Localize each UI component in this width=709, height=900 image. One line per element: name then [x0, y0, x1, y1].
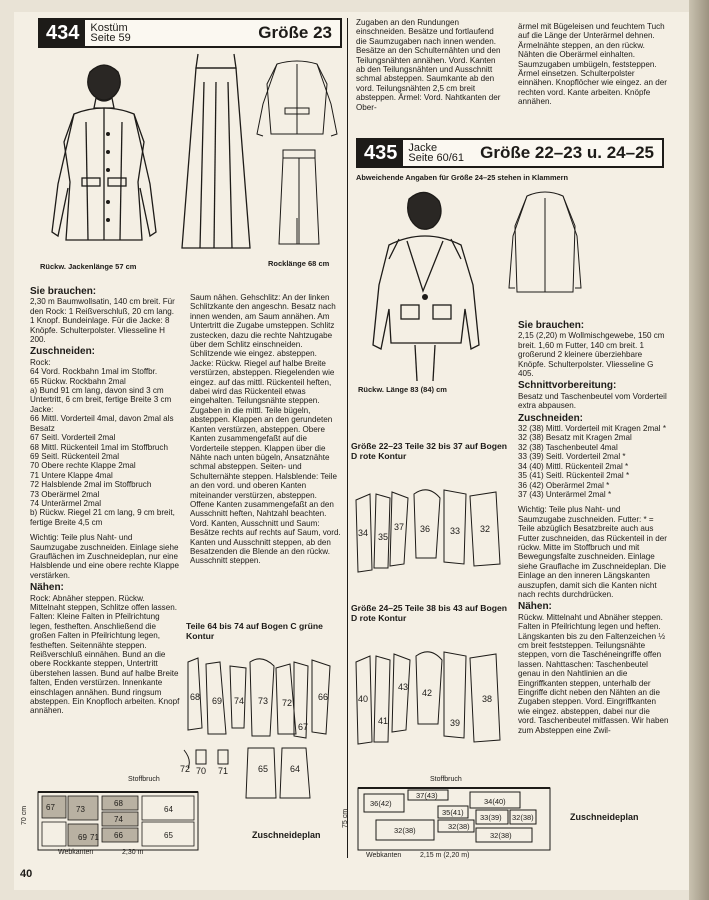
cut-line: 66 Mittl. Vorderteil 4mal, davon 2mal als Besatz	[30, 414, 174, 433]
column-3-top	[356, 18, 506, 115]
cut-list	[518, 424, 670, 499]
model-number: 434	[40, 20, 85, 46]
cut-line: 73 Oberärmel 2mal	[30, 489, 100, 499]
plan-piece: 34(40)	[484, 797, 506, 806]
svg-text:69: 69	[212, 696, 223, 706]
plan-piece: 32(38)	[448, 822, 470, 831]
naehen-text: Rückw. Mittelnaht und Abnäher steppen. Falten in Pfeilrichtung legen und heften. Längskanten bis zu den Faltenzeichen ½ cm breit feststeppen. Teilungsnähte steppen, vorn die Taschéneingriffe offen lassen. Nahttaschen: Taschenbeutel genau in den Nahtlinien an die Eingriffkanten steppen, unterhalb der Eingriffe dicht neben den Nähten an die Zugaben steppen. Vord. Eingriffkanten wie eingez. absteppen, dabei nur die vord. Taschenbeutel mitfassen. Wir haben zum Absteppen eine Zwil-	[518, 612, 669, 735]
svg-text:66: 66	[318, 692, 329, 702]
wichtig-text: Wichtig: Teile plus Naht- und Saumzugabe zuschneiden. Einlage siehe Grauflächen im Zuschneideplan, nur eine Halsblende und eine obere rechte Klappe verstärken.	[30, 533, 179, 580]
jacket-435-flat-sketch	[505, 190, 585, 300]
cutting-plan-435	[350, 780, 555, 860]
column-434-left	[30, 284, 180, 719]
svg-text:69: 69	[78, 833, 87, 842]
model-title: Kostüm	[90, 22, 128, 34]
svg-text:39: 39	[450, 718, 461, 728]
model-ref: Seite 59	[90, 32, 131, 44]
svg-text:38: 38	[482, 694, 493, 704]
model-size: Größe 22–23 u. 24–25	[480, 143, 654, 162]
model-ref: Seite 60/61	[408, 152, 465, 164]
svg-text:70: 70	[196, 766, 207, 776]
pattern-title-size-22-23: Größe 22–23 Teile 32 bis 37 auf Bogen D rote Kontur	[351, 441, 508, 461]
cut-list	[30, 358, 180, 527]
cut-line: 74 Unterärmel 2mal	[30, 498, 102, 508]
header-435	[356, 138, 664, 168]
plan-piece: 37(43)	[416, 791, 438, 800]
cut-line: Jacke:	[30, 404, 54, 414]
need-text: 2,30 m Baumwollsatin, 140 cm breit. Für den Rock: 1 Reißverschluß, 20 cm lang. 1 Knopf. Bundeinlage. Für die Jacke: 8 Knöpfe. Schulterpolster. Vliesseline H 200.	[30, 297, 175, 345]
svg-text:40: 40	[358, 694, 369, 704]
cut-line: a) Bund 91 cm lang, davon sind 3 cm Untertritt, 6 cm breit, fertige Breite 3 cm	[30, 386, 172, 405]
naehen-heading: Nähen:	[30, 582, 64, 594]
naehen-text: Rock: Abnäher steppen. Rückw. Mittelnaht steppen, Schlitze offen lassen. Falten: Kleine Falten in Pfeilrichtung legen, festheften. Anschließend die großen Falten in Pfeilrichtung legen, festheften. Seitennähte steppen. Reißverschluß einnähen. Bund an die obere Rockkante steppen, Untertritt überstehen lassen. Bund auf halbe Breite falten, Enden verstürzen. Innenkante einschlagen annähen. Bund ringsum absteppen. Ein Knopfloch arbeiten. Knopf annähen.	[30, 593, 180, 716]
cut-line: 64 Vord. Rockbahn 1mal im Stoffbr.	[30, 367, 158, 377]
model-size: Größe 23	[258, 23, 332, 42]
cut-line: Rock:	[30, 357, 51, 367]
plan-piece: 32(38)	[394, 826, 416, 835]
cut-line: 35 (41) Seitl. Rückenteil 2mal *	[518, 471, 630, 481]
column-4-top	[518, 22, 670, 110]
cut-line: 32 (38) Taschenbeutel 4mal	[518, 442, 618, 452]
svg-text:33: 33	[450, 526, 461, 536]
cut-heading: Zuschneiden:	[30, 346, 96, 358]
svg-text:68: 68	[190, 692, 201, 702]
svg-text:64: 64	[164, 805, 173, 814]
page-number: 40	[20, 868, 33, 880]
svg-text:36: 36	[420, 524, 431, 534]
svg-text:35: 35	[378, 532, 389, 542]
plan-fold-434: Stoffbruch	[128, 776, 160, 783]
plan-label-435: Zuschneideplan	[570, 812, 639, 822]
plan-width-434: 2,30 m	[122, 849, 144, 856]
cut-line: 33 (39) Seitl. Vorderteil 2mal *	[518, 452, 626, 462]
caption-skirt-length: Rocklänge 68 cm	[268, 259, 330, 268]
need-text: 2,15 (2,20) m Wollmischgewebe, 150 cm breit. 1,60 m Futter, 140 cm breit. 1 großerund 2 kleinere überziehbare Knöpfe. Schulterpolster. Vliesseline G 405.	[518, 331, 665, 379]
svg-text:72: 72	[180, 764, 191, 774]
plan-selvage-434: Webkanten	[58, 849, 94, 856]
svg-text:74: 74	[234, 696, 245, 706]
caption-435-length: Rückw. Länge 83 (84) cm	[358, 385, 447, 394]
svg-text:43: 43	[398, 682, 409, 692]
jacket-435-illustration	[355, 185, 495, 385]
svg-text:74: 74	[114, 815, 123, 824]
prep-heading: Schnittvorbereitung:	[518, 380, 617, 392]
plan-piece: 35(41)	[442, 808, 464, 817]
caption-jacket-length: Rückw. Jackenlänge 57 cm	[40, 262, 137, 271]
svg-text:65: 65	[164, 831, 173, 840]
svg-text:73: 73	[76, 805, 85, 814]
jacket-flat-sketch	[255, 60, 339, 140]
svg-text:37: 37	[394, 522, 405, 532]
cut-line: 37 (43) Unterärmel 2mal *	[518, 489, 612, 499]
plan-height-434: 70 cm	[21, 805, 29, 826]
svg-text:66: 66	[114, 831, 123, 840]
model-number: 435	[358, 140, 403, 166]
skirt-illustration	[176, 52, 256, 257]
prep-text: Besatz und Taschenbeutel vom Vorderteil extra abpausen.	[518, 391, 667, 411]
svg-text:65: 65	[258, 764, 269, 774]
plan-piece: 32(38)	[512, 813, 534, 822]
cut-line: 67 Seitl. Vorderteil 2mal	[30, 433, 116, 443]
need-heading: Sie brauchen:	[518, 320, 585, 331]
svg-text:67: 67	[46, 803, 55, 812]
header-434	[38, 18, 342, 48]
jacket-illustration	[34, 52, 174, 257]
plan-piece: 32(38)	[490, 831, 512, 840]
svg-text:73: 73	[258, 696, 269, 706]
wichtig-text: Wichtig: Teile plus Naht- und Saumzugabe zuschneiden. Futter: * = Teile abzüglich Besatzbreite auch aus Futter zuschneiden, das Rückenteil in der rückw. Mitte im Stoffbruch und mit Bewegungsfalte zuschneiden. Einlage siehe Grauflache im Zuschneideplan. Die Einlage an den inneren Längskanten auszupfen, damit sich die Kanten nicht nach rechts durchdrücken.	[518, 505, 667, 599]
cut-heading: Zuschneiden:	[518, 412, 584, 424]
subtitle-435: Abweichende Angaben für Größe 24–25 stehen in Klammern	[356, 173, 569, 182]
continued-text-2: ärmel mit Bügeleisen und feuchtem Tuch auf die Länge der Unterärmel dehnen. Ärmelnähte steppen, an den rückw. Nähten die Oberärmel einhalten. Saumzugaben umbügeln, feststeppen. Ärmel einsetzen. Schulterpolster einnähen. Knopflöcher wie eingez. an der rechten vord. Kante arbeiten. Knöpfe annähen.	[518, 22, 667, 107]
column-434-right	[190, 293, 342, 569]
cut-line: 70 Obere rechte Klappe 2mal	[30, 461, 136, 471]
svg-text:68: 68	[114, 799, 123, 808]
svg-text:42: 42	[422, 688, 433, 698]
cut-line: 68 Mittl. Rückenteil 1mal im Stoffbruch	[30, 442, 168, 452]
plan-fold-435: Stoffbruch	[430, 776, 462, 783]
model-title: Jacke	[408, 142, 438, 154]
continued-text: Zugaben an den Rundungen einschneiden. Besätze und fortlaufend die Saumzugaben nach innen wenden. Besätze an den Schulternähten und den Teilungsnähten annähen. Vord. Kanten ab den Teilungsnähten und Ausschnitt schmal absteppen. Saumkante ab den vord. Teilungsnähten 2,5 cm breit absteppen. Ärmel: Vord. Nahtkanten der Ober-	[356, 18, 501, 112]
naehen-heading: Nähen:	[518, 601, 552, 613]
cut-line: 72 Halsblende 2mal im Stoffbruch	[30, 480, 152, 490]
skirt-flat-sketch	[275, 148, 323, 248]
cut-line: 65 Rückw. Rockbahn 2mal	[30, 376, 126, 386]
column-435-right	[518, 318, 670, 738]
pattern-pieces-22-23	[350, 480, 510, 580]
pattern-title-size-24-25: Größe 24–25 Teile 38 bis 43 auf Bogen D rote Kontur	[351, 603, 508, 623]
svg-text:34: 34	[358, 528, 369, 538]
cut-line: 32 (38) Besatz mit Kragen 2mal	[518, 433, 632, 443]
instructions-text: Saum nähen. Gehschlitz: An der linken Schlitzkante den angeschn. Besatz nach innen wenden, am Saum annähen. Am Untertritt die Zugabe umsteppen. Schlitz zustecken, dazu die rechte Nahtzugabe über dem Schlitz einschneiden. Schlitzende wie eingez. absteppen. Jacke: Rückw. Riegel auf halbe Breite verstürzen, absteppen. Riegelenden wie eingez. auf das mittl. Rückenteil heften, dabei wird das Rückenteil etwas eingehalten. Teilungsnähte steppen. Zugaben in die mittl. Teile bügeln, absteppen. Klappen an den gerundeten Kanten verstürzen, absteppen. Obere Kanten zusammengefaßt auf die Vorderteile steppen. Klappen über die Nähte nach unten bügeln, Ansatznähte schmal absteppen. Seiten- und Schulternähte steppen. Halsblende: Teile an den vord. und oberen Kanten miteinander verstürzen, absteppen. Offene Kanten zusammengefaßt an den Ausschnitt heften, Nahtzahl beachten. Vord. Kanten, Ausschnitt und Saum: Besätze rechts auf rechts auf Saum, vord. Kanten und Ausschnitt steppen, ab den Besatzenden die Blende an den rückw. Ausschnitt steppen.	[190, 293, 341, 566]
plan-height-435: 75 cm	[342, 808, 350, 829]
cutting-plan-434	[28, 782, 204, 860]
cut-line: 34 (40) Mittl. Rückenteil 2mal *	[518, 461, 629, 471]
column-divider	[347, 18, 348, 858]
cut-line: 32 (38) Mittl. Vorderteil mit Kragen 2mal *	[518, 424, 666, 434]
cut-line: 36 (42) Oberärmel 2mal *	[518, 480, 610, 490]
plan-label-434: Zuschneideplan	[252, 830, 321, 840]
plan-piece: 33(39)	[480, 813, 502, 822]
page-spine	[689, 0, 709, 900]
svg-text:32: 32	[480, 524, 491, 534]
svg-text:71: 71	[218, 766, 229, 776]
cut-line: b) Rückw. Riegel 21 cm lang, 9 cm breit, fertige Breite 4,5 cm	[30, 508, 175, 527]
pattern-pieces-24-25	[350, 640, 510, 760]
plan-width-435: 2,15 m (2,20 m)	[420, 852, 470, 859]
svg-text:71: 71	[90, 833, 99, 842]
need-heading: Sie brauchen:	[30, 286, 97, 297]
cut-line: 69 Seitl. Rückenteil 2mal	[30, 451, 120, 461]
svg-text:41: 41	[378, 716, 389, 726]
svg-text:64: 64	[290, 764, 301, 774]
plan-selvage-435: Webkanten	[366, 852, 402, 859]
cut-line: 71 Untere Klappe 4mal	[30, 470, 113, 480]
svg-text:67: 67	[298, 722, 309, 732]
pattern-title-434: Teile 64 bis 74 auf Bogen C grüne Kontur	[186, 621, 323, 641]
svg-text:72: 72	[282, 698, 293, 708]
plan-piece: 36(42)	[370, 799, 392, 808]
